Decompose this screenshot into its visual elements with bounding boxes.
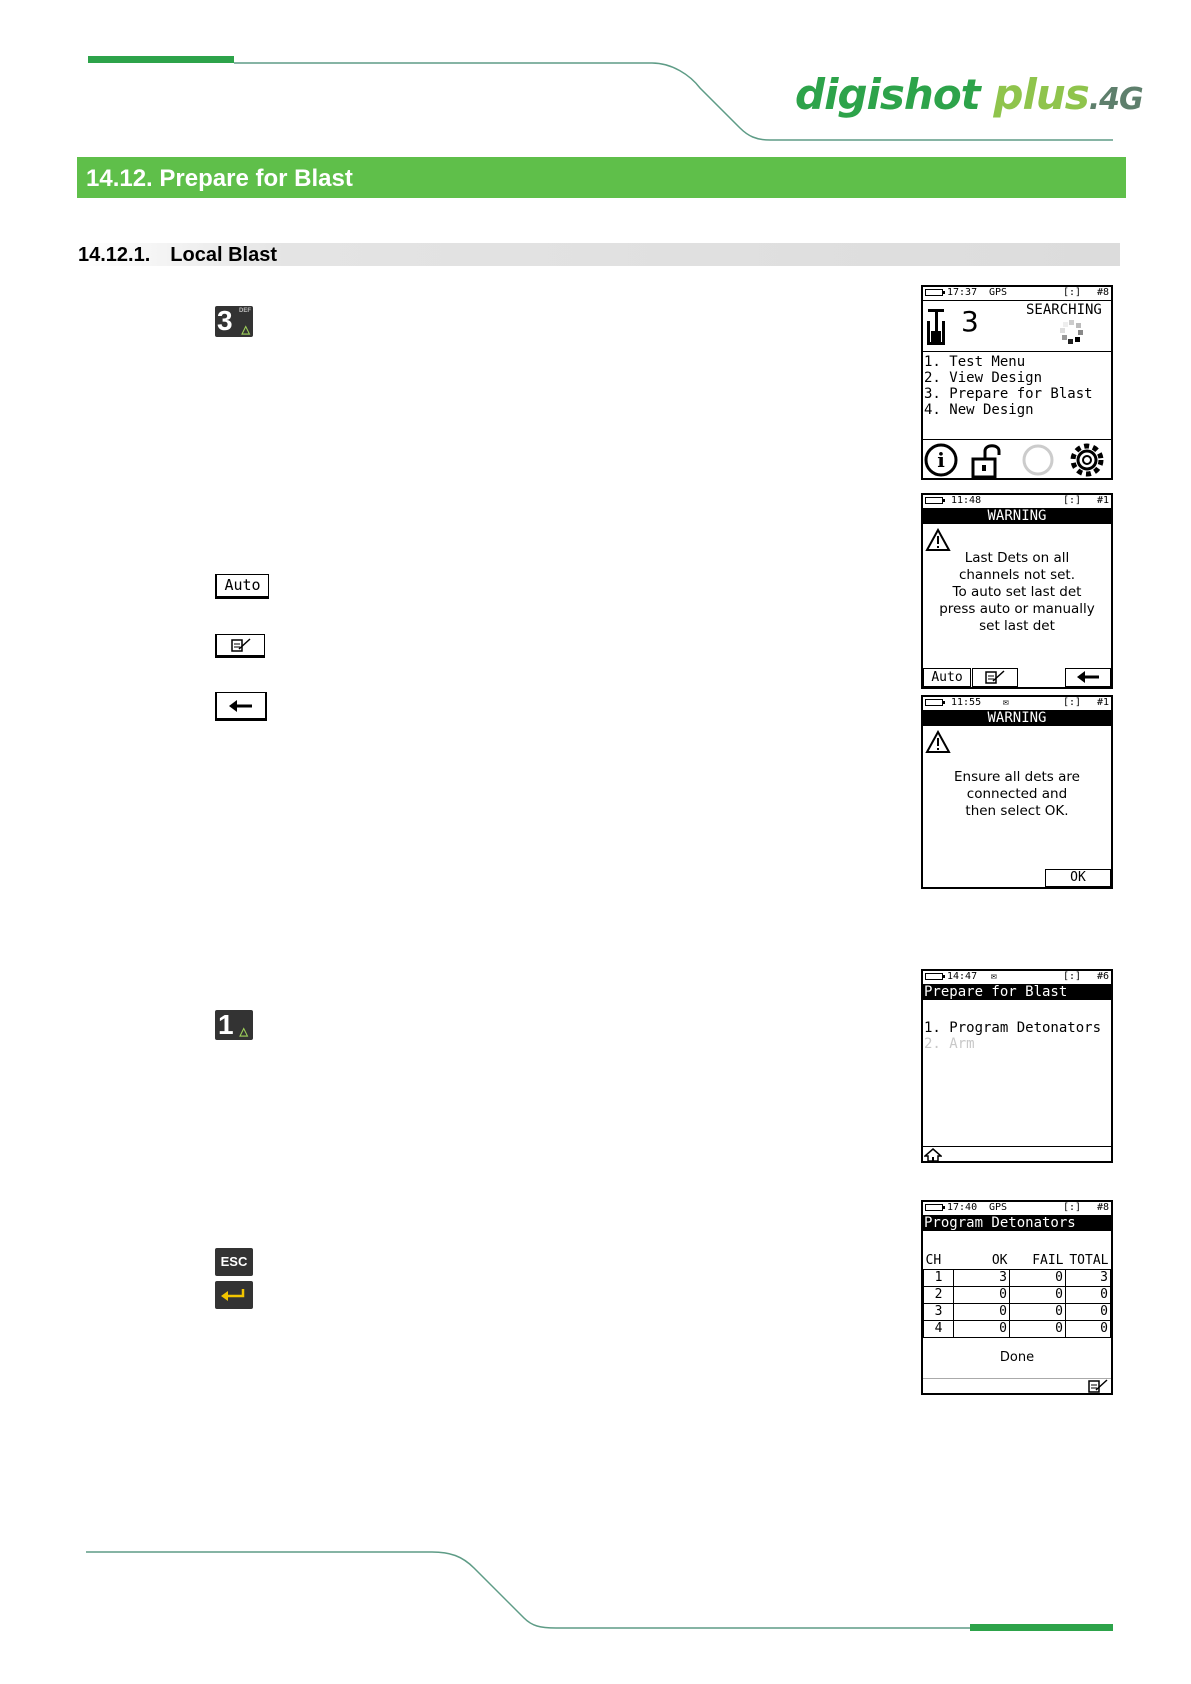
menu-item-arm[interactable]: 2. Arm bbox=[924, 1036, 975, 1052]
key-3-icon: 3 DEF △ bbox=[217, 305, 251, 336]
table-row: 2 0 0 0 bbox=[924, 1287, 1111, 1304]
screen-header: Prepare for Blast bbox=[923, 985, 1111, 1000]
status-bar: 17:40 GPS [:] #8 bbox=[923, 1202, 1111, 1216]
status-bar: 17:37 GPS [:] #8 bbox=[923, 287, 1111, 301]
gear-icon bbox=[1073, 446, 1101, 474]
warning-icon bbox=[925, 730, 951, 754]
battery-icon bbox=[925, 973, 943, 980]
table-row: 3 0 0 0 bbox=[924, 1304, 1111, 1321]
device-screen-program-detonators bbox=[921, 1200, 1113, 1395]
menu-item[interactable]: 3. Prepare for Blast bbox=[924, 386, 1093, 402]
info-icon bbox=[926, 445, 956, 475]
battery-icon bbox=[925, 1204, 943, 1211]
screen-header: WARNING bbox=[923, 509, 1111, 524]
searching-spinner-icon bbox=[1059, 319, 1085, 345]
menu-item[interactable]: 4. New Design bbox=[924, 402, 1034, 418]
screen-header: Program Detonators bbox=[923, 1216, 1111, 1231]
detonator-icon bbox=[925, 305, 949, 347]
auto-softkey[interactable]: Auto bbox=[923, 668, 971, 689]
device-screen-warning-connect bbox=[921, 695, 1113, 889]
device-screen-main-menu: 17:37 GPS [:] #8 3 SEARCHING 1. Test Menu 2. View Design 3. Prepare for Blast 4. New Design i bbox=[921, 285, 1113, 480]
menu-item[interactable]: 2. View Design bbox=[924, 370, 1043, 386]
section-title: 14.12. Prepare for Blast bbox=[86, 165, 353, 192]
mail-icon: ✉ bbox=[991, 971, 998, 982]
manual-edit-icon[interactable] bbox=[1087, 1379, 1109, 1394]
status-bar: 11:48 [:] #1 bbox=[923, 495, 1111, 509]
menu-item-program-detonators[interactable]: 1. Program Detonators bbox=[924, 1020, 1102, 1036]
table-header-row: CH OK FAIL TOTAL bbox=[925, 1253, 1109, 1268]
manual-edit-softkey-icon bbox=[215, 634, 265, 658]
ok-softkey[interactable]: OK bbox=[1045, 869, 1111, 889]
table-row: 4 0 0 0 bbox=[924, 1321, 1111, 1338]
bottom-icon-bar bbox=[923, 441, 1111, 479]
table-row: 1 3 0 3 bbox=[924, 1270, 1111, 1287]
subsection-title: 14.12.1. Local Blast bbox=[78, 244, 277, 266]
key-1-icon: 1 △ bbox=[215, 1010, 253, 1040]
warning-message: Last Dets on all channels not set. To auto set last det press auto or manually set last det bbox=[939, 550, 1095, 634]
status-bar: 14:47 ✉ [:] #6 bbox=[923, 971, 1111, 985]
status-circle-icon bbox=[1024, 446, 1052, 474]
device-screen-prepare-for-blast bbox=[921, 969, 1113, 1163]
back-softkey-icon bbox=[215, 692, 267, 721]
warning-icon bbox=[925, 528, 951, 552]
mail-icon: ✉ bbox=[1003, 697, 1010, 708]
battery-icon bbox=[925, 699, 943, 706]
esc-key-icon: ESC bbox=[215, 1248, 253, 1276]
home-icon[interactable] bbox=[924, 1148, 942, 1162]
menu-item[interactable]: 1. Test Menu bbox=[924, 354, 1026, 370]
brand-logo: digishot plus.4G bbox=[795, 70, 1143, 119]
status-bar: 11:55 ✉ [:] #1 bbox=[923, 697, 1111, 711]
unlock-icon bbox=[973, 446, 999, 477]
status-done-text: Done bbox=[999, 1350, 1035, 1365]
battery-icon bbox=[925, 497, 943, 504]
device-screen-warning-last-dets bbox=[921, 493, 1113, 689]
battery-icon bbox=[925, 289, 943, 296]
warning-message: Ensure all dets are connected and then select OK. bbox=[954, 769, 1080, 819]
enter-key-icon bbox=[215, 1281, 253, 1309]
program-results-table bbox=[923, 1253, 1111, 1338]
manual-edit-softkey[interactable] bbox=[972, 668, 1018, 689]
back-softkey[interactable] bbox=[1065, 668, 1111, 689]
auto-softkey-icon: Auto bbox=[215, 574, 269, 599]
screen-header: WARNING bbox=[923, 711, 1111, 726]
svg-text:i: i bbox=[937, 448, 945, 472]
